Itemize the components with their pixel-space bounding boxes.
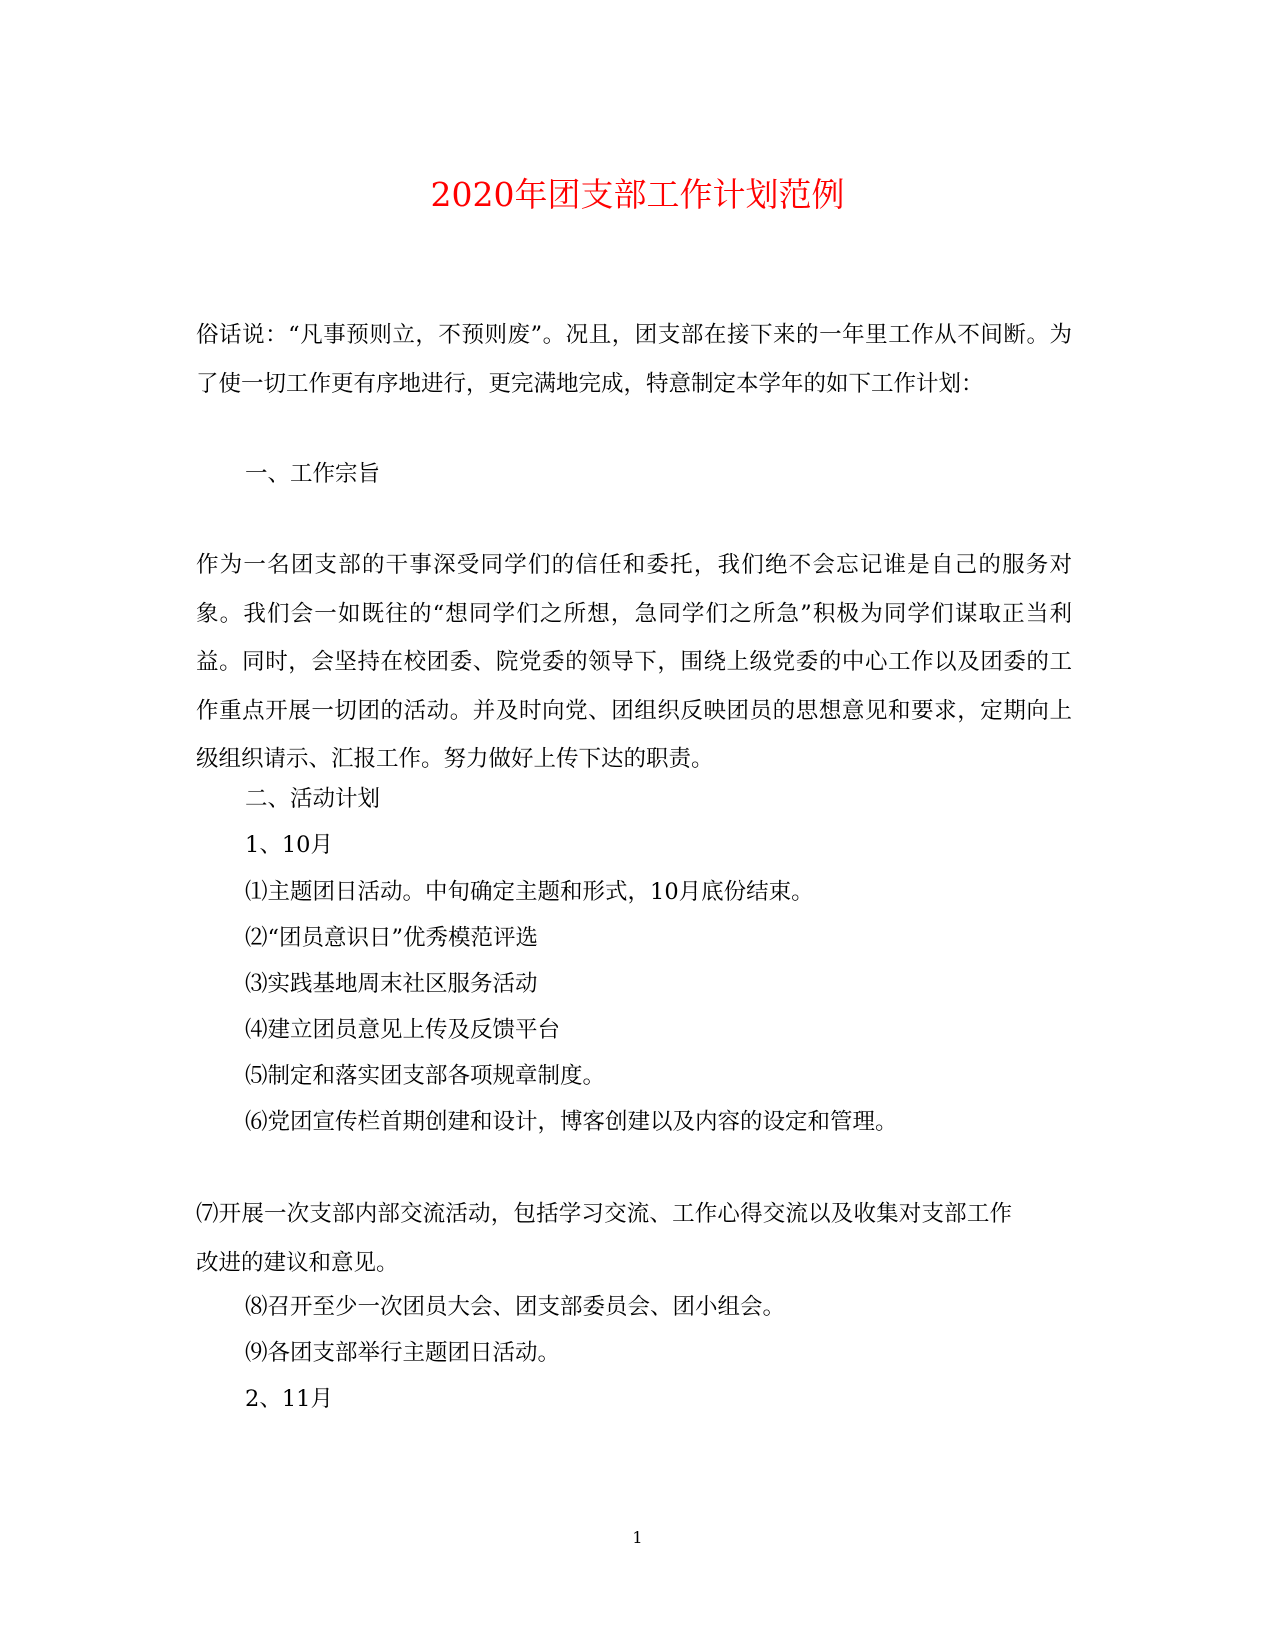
list-item: ⑻召开至少一次团员大会、团支部委员会、团小组会。: [245, 1294, 786, 1320]
section-heading-activity-plan: 二、活动计划: [245, 786, 381, 812]
list-item: ⑹党团宣传栏首期创建和设计，博客创建以及内容的设定和管理。: [245, 1109, 898, 1135]
list-item: ⑷建立团员意见上传及反馈平台: [245, 1017, 561, 1043]
month-heading-november: 2、11月: [245, 1386, 333, 1412]
list-item: ⑺开展一次支部内部交流活动，包括学习交流、工作心得交流以及收集对支部工作改进的建议和意见。: [196, 1201, 1012, 1276]
list-item: ⑸制定和落实团支部各项规章制度。: [245, 1063, 606, 1089]
list-item: ⑵“团员意识日”优秀模范评选: [245, 925, 539, 951]
section-heading-purpose: 一、工作宗旨: [245, 461, 381, 487]
list-item: ⑶实践基地周末社区服务活动: [245, 971, 538, 997]
purpose-paragraph: 作为一名团支部的干事深受同学们的信任和委托，我们绝不会忘记谁是自己的服务对象。我们会一如既往的“想同学们之所想，急同学们之所急”积极为同学们谋取正当利益。同时，会坚持在校团委、院党委的领导下，围绕上级党委的中心工作以及团委的工作重点开展一切团的活动。并及时向党、团组织反映团员的思想意见和要求，定期向上级组织请示、汇报工作。努力做好上传下达的职责。: [196, 552, 1072, 772]
intro-paragraph: 俗话说：“凡事预则立，不预则废”。况且，团支部在接下来的一年里工作从不间断。为了使一切工作更有序地进行，更完满地完成，特意制定本学年的如下工作计划：: [196, 322, 1072, 397]
list-item: ⑼各团支部举行主题团日活动。: [245, 1340, 561, 1366]
document-title: 2020年团支部工作计划范例: [430, 175, 845, 214]
page-number: 1: [632, 1528, 643, 1547]
month-heading-october: 1、10月: [245, 832, 333, 858]
list-item: ⑴主题团日活动。中旬确定主题和形式，10月底份结束。: [245, 879, 814, 905]
